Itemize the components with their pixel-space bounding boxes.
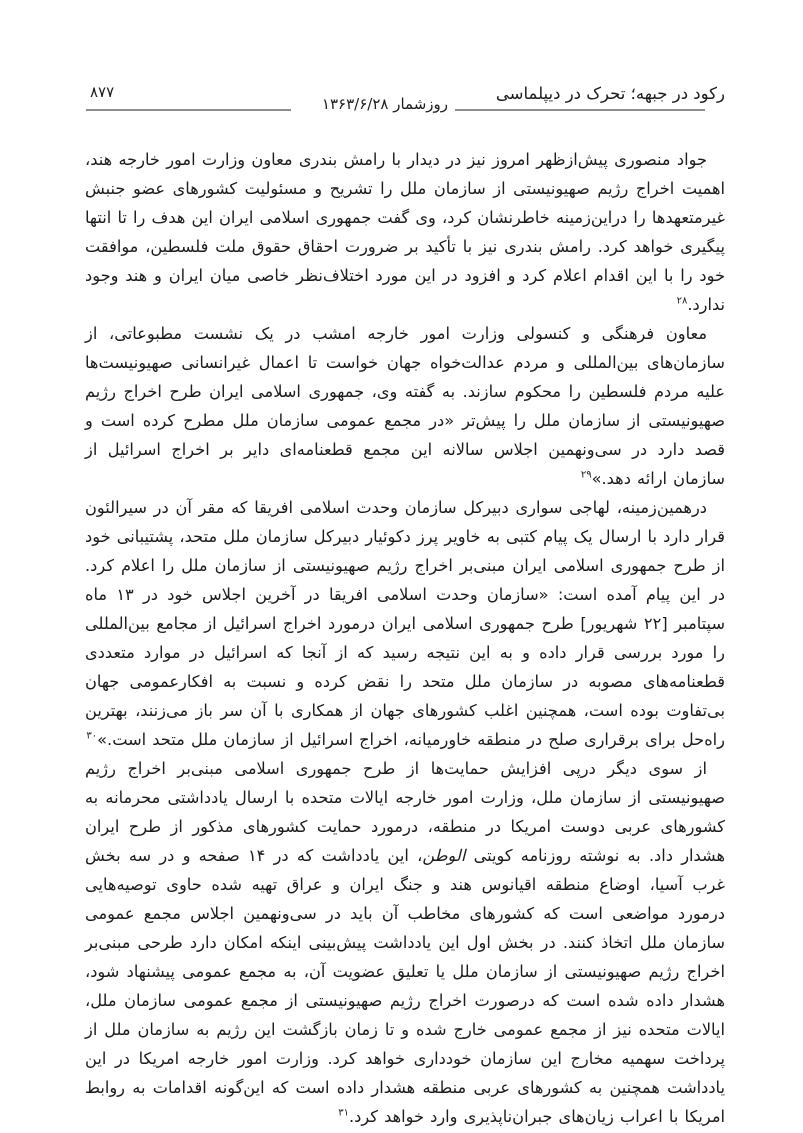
page-content bbox=[85, 84, 725, 1131]
paragraph-1: جواد منصوری پیش‌ازظهر امروز نیز در دیدار با رامش بندری معاون وزارت امور خارجه هند، اهمیت اخراج رژیم صهیونیستی از سازمان ملل را تشریح و مسئولیت کشورهای عضو جنبش غیرمتعهدها را دراین‌زمینه خاطرنشان کرد، وی گفت جمهوری اسلامی ایران این هدف را تا انتها پیگیری خواهد کرد. رامش بندری نیز با تأکید بر ضرورت احقاق حقوق ملت فلسطین، موافقت خود را با این اقدام اعلام کرد و افزود در این مورد اختلاف‌نظر خاصی میان ایران و هند وجود ندارد.$^{۲۸}$ bbox=[85, 150, 725, 314]
paragraph-2: معاون فرهنگی و کنسولی وزارت امور خارجه امشب در یک نشست مطبوعاتی، از سازمان‌های بین‌المللی و مردم عدالت‌خواه جهان خواست تا اعمال غیرانسانی صهیونیست‌ها علیه مردم فلسطین را محکوم سازند. به گفته وی، جمهوری اسلامی ایران طرح اخراج رژیم صهیونیستی از سازمان ملل را پیش‌تر «در مجمع عمومی سازمان ملل مطرح کرده است و قصد دارد در سی‌ونهمین اجلاس سالانه این مجمع قطعنامه‌ای دایر بر اخراج اسرائیل از سازمان ارائه دهد.»$^{۲۹}$ bbox=[85, 324, 725, 488]
running-head-title: رکود در جبهه؛ تحرک در دیپلماسی bbox=[495, 84, 725, 103]
page-header bbox=[85, 84, 725, 118]
header-rule-right bbox=[455, 109, 705, 111]
chronicle-date: روزشمار ۱۳۶۳/۶/۲۸ bbox=[321, 95, 448, 113]
paragraph-4: از سوی دیگر درپی افزایش حمایت‌ها از طرح جمهوری اسلامی مبنی‌بر اخراج رژیم صهیونیستی از سازمان ملل، وزارت امور خارجه ایالات متحده با ارسال یادداشتی محرمانه به کشورهای عربی دوست امریکا در منطقه، درمورد حمایت کشورهای مذکور از طرح ایران هشدار داد. به نوشته روزنامه کویتی الوطن، این یادداشت که در ۱۴ صفحه و در سه بخش غرب آسیا، اوضاع منطقه اقیانوس هند و جنگ ایران و عراق تهیه شده حاوی توصیه‌هایی درمورد مواضعی است که کشورهای مخاطب آن باید در سی‌ونهمین اجلاس مجمع عمومی سازمان ملل اتخاذ کنند. در بخش اول این یادداشت پیش‌بینی اینکه امکان دارد طرحی مبنی‌بر اخراج رژیم صهیونیستی از سازمان ملل یا تعلیق عضویت آن، به مجمع عمومی پیشنهاد شود، هشدار داده شده است که درصورت اخراج رژیم صهیونیستی از مجمع عمومی سازمان ملل، ایالات متحده نیز از مجمع عمومی خارج شده و تا زمان بازگشت این رژیم به سازمان ملل از پرداخت سهمیه مخارج این سازمان خودداری خواهد کرد. وزارت امور خارجه امریکا در این یادداشت همچنین به کشورهای عربی منطقه هشدار داده است که این‌گونه اقدامات به روابط امریکا با اعراب زیان‌های جبران‌ناپذیری وارد خواهد کرد.$^{۳۱}$ bbox=[85, 759, 725, 1126]
article-body bbox=[85, 145, 725, 1131]
header-rule-left bbox=[86, 109, 291, 111]
paragraph-3: درهمین‌زمینه، لهاجی سواری دبیرکل سازمان وحدت اسلامی افریقا که مقر آن در سیرالئون قرار دارد با ارسال یک پیام کتبی به خاویر پرز دکوئیار دبیرکل سازمان ملل متحد، پشتیبانی خود از طرح جمهوری اسلامی ایران مبنی‌بر اخراج رژیم صهیونیستی از سازمان ملل را اعلام کرد. در این پیام آمده است: «سازمان وحدت اسلامی افریقا در آخرین اجلاس خود در ۱۳ ماه سپتامبر [۲۲ شهریور] طرح جمهوری اسلامی ایران درمورد اخراج اسرائیل از مجامع بین‌المللی را مورد بررسی قرار داده و به این نتیجه رسید که از آنجا که اسرائیل در موارد متعددی قطعنامه‌های مصوبه در سازمان ملل متحد را نقض کرده و نسبت به افکارعمومی جهان بی‌تفاوت بوده است، همچنین اغلب کشورهای جهان از همکاری با آن سر باز می‌زنند، بهترین راه‌حل برای برقراری صلح در منطقه خاورمیانه، اخراج اسرائیل از سازمان ملل متحد است.»$^{۳۰}$ bbox=[85, 498, 726, 749]
page-number: ۸۷۷ bbox=[90, 83, 115, 101]
